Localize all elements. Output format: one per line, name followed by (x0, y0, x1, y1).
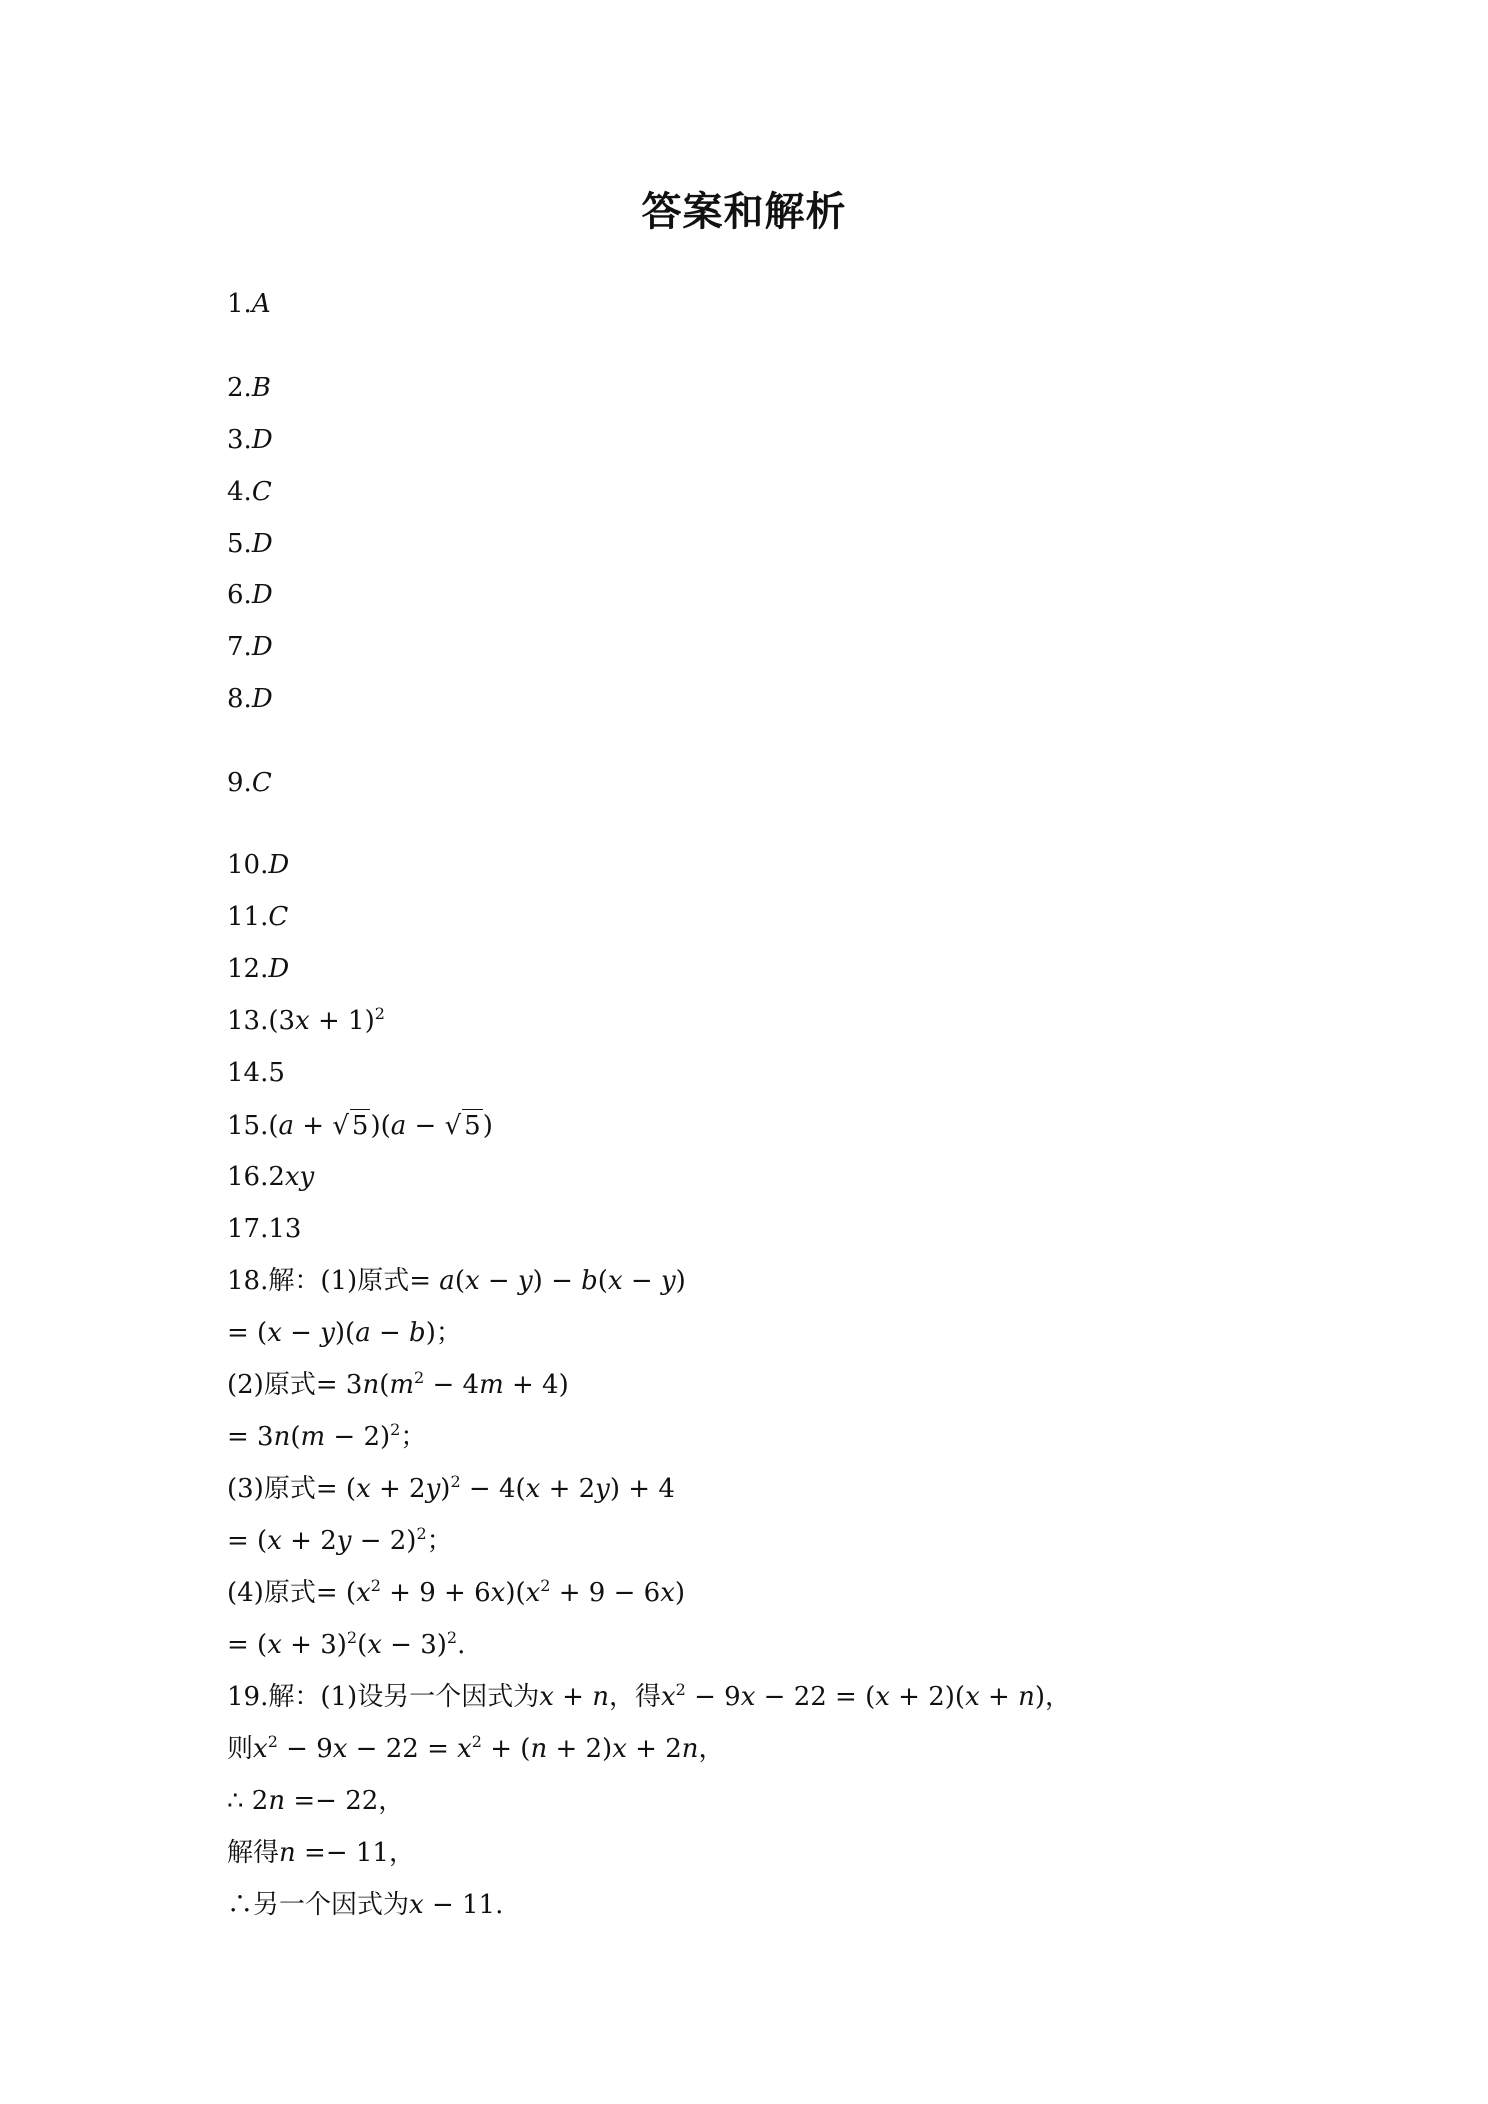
answer-2: 2.B (227, 373, 271, 403)
solution-18-line-5: (3)原式= $(x + 2y)^2 - 4(x + 2y) + 4$ (227, 1472, 675, 1504)
answer-13: $13.(3x + 1)^2$ (227, 1004, 385, 1036)
solution-18-line-8: = $(x + 3)^2(x - 3)^2$. (227, 1628, 466, 1660)
solution-18-line-2: = (x − y)(a − b)； (227, 1318, 462, 1348)
answer-16: 16.2xy (227, 1162, 315, 1192)
solution-18-line-7: (4)原式= $(x^2 + 9 + 6x)(x^2 + 9 - 6x)$ (227, 1576, 686, 1608)
answer-12: 12.D (227, 954, 290, 984)
answer-14: 14.5 (227, 1058, 285, 1088)
solution-18-line-1: 18.解：(1)原式= a(x − y) − b(x − y) (227, 1266, 686, 1296)
answer-6: 6.D (227, 580, 273, 610)
solution-19-line-5: ∴另一个因式为x − 11. (227, 1890, 504, 1920)
solution-18-line-6: = $(x + 2y - 2)^2$； (227, 1524, 453, 1556)
answer-10: 10.D (227, 850, 290, 880)
answer-8: 8.D (227, 684, 273, 714)
answer-1: 1.A (227, 289, 271, 319)
answer-17: 17.13 (227, 1214, 302, 1244)
solution-19-line-2: 则$x^2 - 9x - 22 = x^2 + (n + 2)x + 2n$， (227, 1732, 725, 1764)
page-title: 答案和解析 (641, 188, 847, 235)
answer-5: 5.D (227, 529, 273, 559)
answer-9: 9.C (227, 768, 272, 798)
answer-3: 3.D (227, 425, 273, 455)
solution-19-line-1: 19.解：(1)设另一个因式为x + n，得$x^2 - 9x - 22 = (x + 2)(x + n)$， (227, 1680, 1071, 1712)
answer-15: 15.(a + √ 5)(a − √ 5) (227, 1111, 493, 1141)
solution-18-line-4: = $3n(m - 2)^2$； (227, 1420, 427, 1452)
solution-19-line-3: ∴ 2n =− 22， (227, 1786, 405, 1816)
answer-4: 4.C (227, 477, 272, 507)
solution-18-line-3: (2)原式= $3n(m^2 - 4m + 4)$ (227, 1368, 569, 1400)
answer-11: 11.C (227, 902, 289, 932)
solution-19-line-4: 解得n =− 11， (227, 1838, 415, 1868)
answer-7: 7.D (227, 632, 273, 662)
